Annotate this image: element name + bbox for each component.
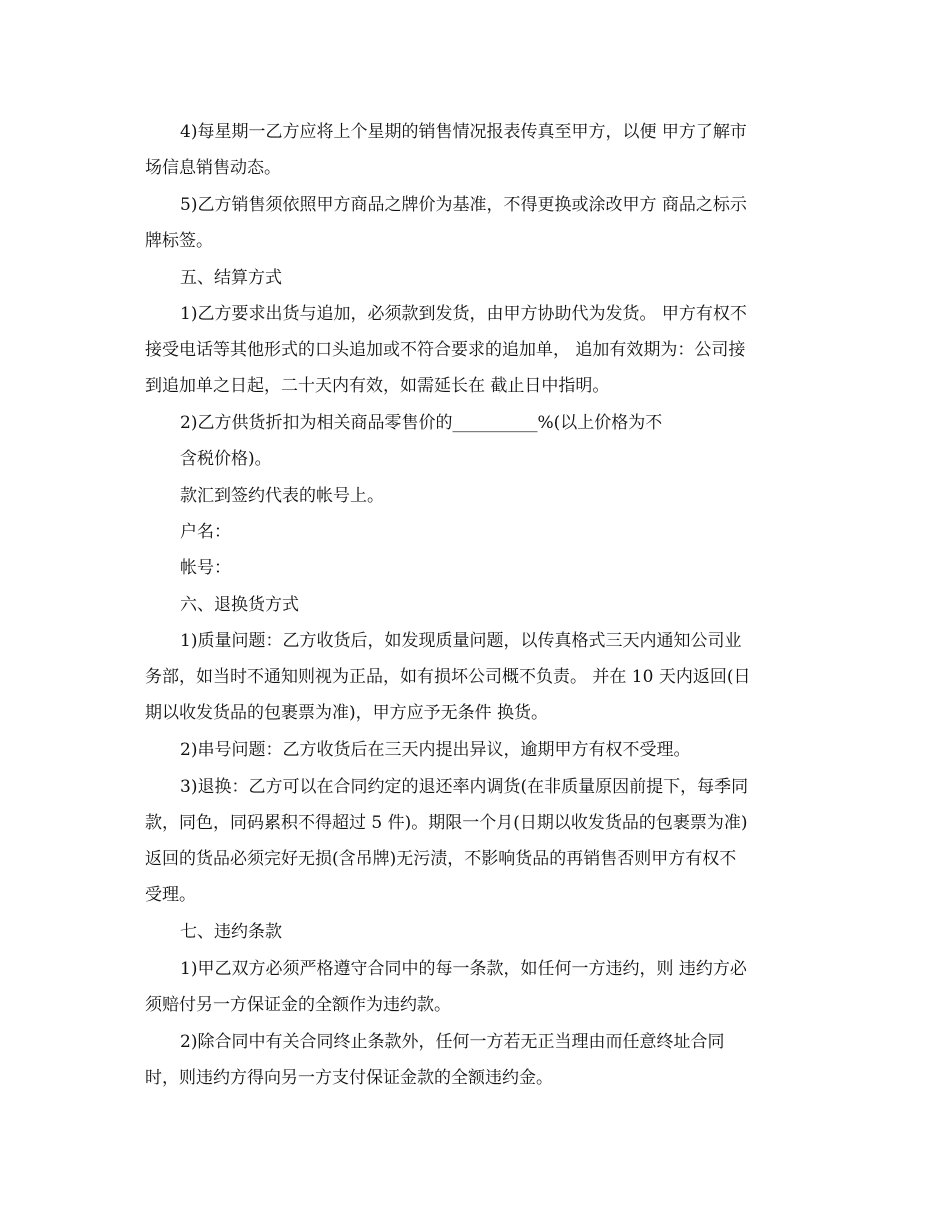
breach-clause-1-line-1: 1)甲乙双方必须严格遵守合同中的每一条款，如任何一方违约，则 违约方必: [180, 959, 747, 979]
settlement-clause-1-line-2: 接受电话等其他形式的口头追加或不符合要求的追加单， 追加有效期为：公司接: [145, 340, 746, 360]
section-heading-settlement: 五、结算方式: [180, 268, 282, 288]
paragraph-5-line-1: 5)乙方销售须依照甲方商品之牌价为基准，不得更换或涂改甲方 商品之标示: [180, 195, 747, 215]
breach-clause-2-line-1: 2)除合同中有关合同终止条款外，任何一方若无正当理由而任意终址合同: [180, 1032, 725, 1052]
settlement-clause-2-line-1: 2)乙方供货折扣为相关商品零售价的__________%(以上价格为不: [180, 413, 663, 433]
settlement-clause-1-line-3: 到追加单之日起，二十天内有效，如需延长在 截止日中指明。: [145, 376, 610, 396]
breach-clause-2-line-2: 时，则违约方得向另一方支付保证金款的全额违约金。: [145, 1068, 553, 1088]
returns-clause-3-line-2: 款，同色，同码累积不得超过 5 件)。期限一个月(日期以收发货品的包裹票为准): [145, 813, 748, 833]
paragraph-4-line-1: 4)每星期一乙方应将上个星期的销售情况报表传真至甲方，以便 甲方了解市: [180, 122, 747, 142]
returns-clause-3-line-4: 受理。: [145, 885, 196, 905]
account-number-label: 帐号：: [180, 558, 231, 578]
returns-clause-2: 2)串号问题：乙方收货后在三天内提出异议，逾期甲方有权不受理。: [180, 740, 691, 760]
returns-clause-3-line-1: 3)退换：乙方可以在合同约定的退还率内调货(在非质量原因前提下，每季同: [180, 777, 749, 797]
paragraph-4-line-2: 场信息销售动态。: [145, 158, 281, 178]
payment-account-note: 款汇到签约代表的帐号上。: [180, 486, 384, 506]
settlement-clause-2-line-2: 含税价格)。: [180, 449, 272, 469]
section-heading-returns: 六、退换货方式: [180, 595, 299, 615]
returns-clause-1-line-3: 期以收发货品的包裹票为准)，甲方应予无条件 换货。: [145, 703, 549, 723]
paragraph-5-line-2: 牌标签。: [145, 231, 213, 251]
breach-clause-1-line-2: 须赔付另一方保证金的全额作为违约款。: [145, 995, 451, 1015]
account-name-label: 户名：: [180, 522, 231, 542]
settlement-clause-1-line-1: 1)乙方要求出货与追加，必须款到发货，由甲方协助代为发货。 甲方有权不: [180, 304, 747, 324]
section-heading-breach: 七、违约条款: [180, 922, 282, 942]
returns-clause-1-line-1: 1)质量问题：乙方收货后，如发现质量问题，以传真格式三天内通知公司业: [180, 631, 742, 651]
returns-clause-1-line-2: 务部，如当时不通知则视为正品，如有损坏公司概不负责。 并在 10 天内返回(日: [145, 667, 751, 687]
returns-clause-3-line-3: 返回的货品必须完好无损(含吊牌)无污渍，不影响货品的再销售否则甲方有权不: [145, 849, 737, 869]
